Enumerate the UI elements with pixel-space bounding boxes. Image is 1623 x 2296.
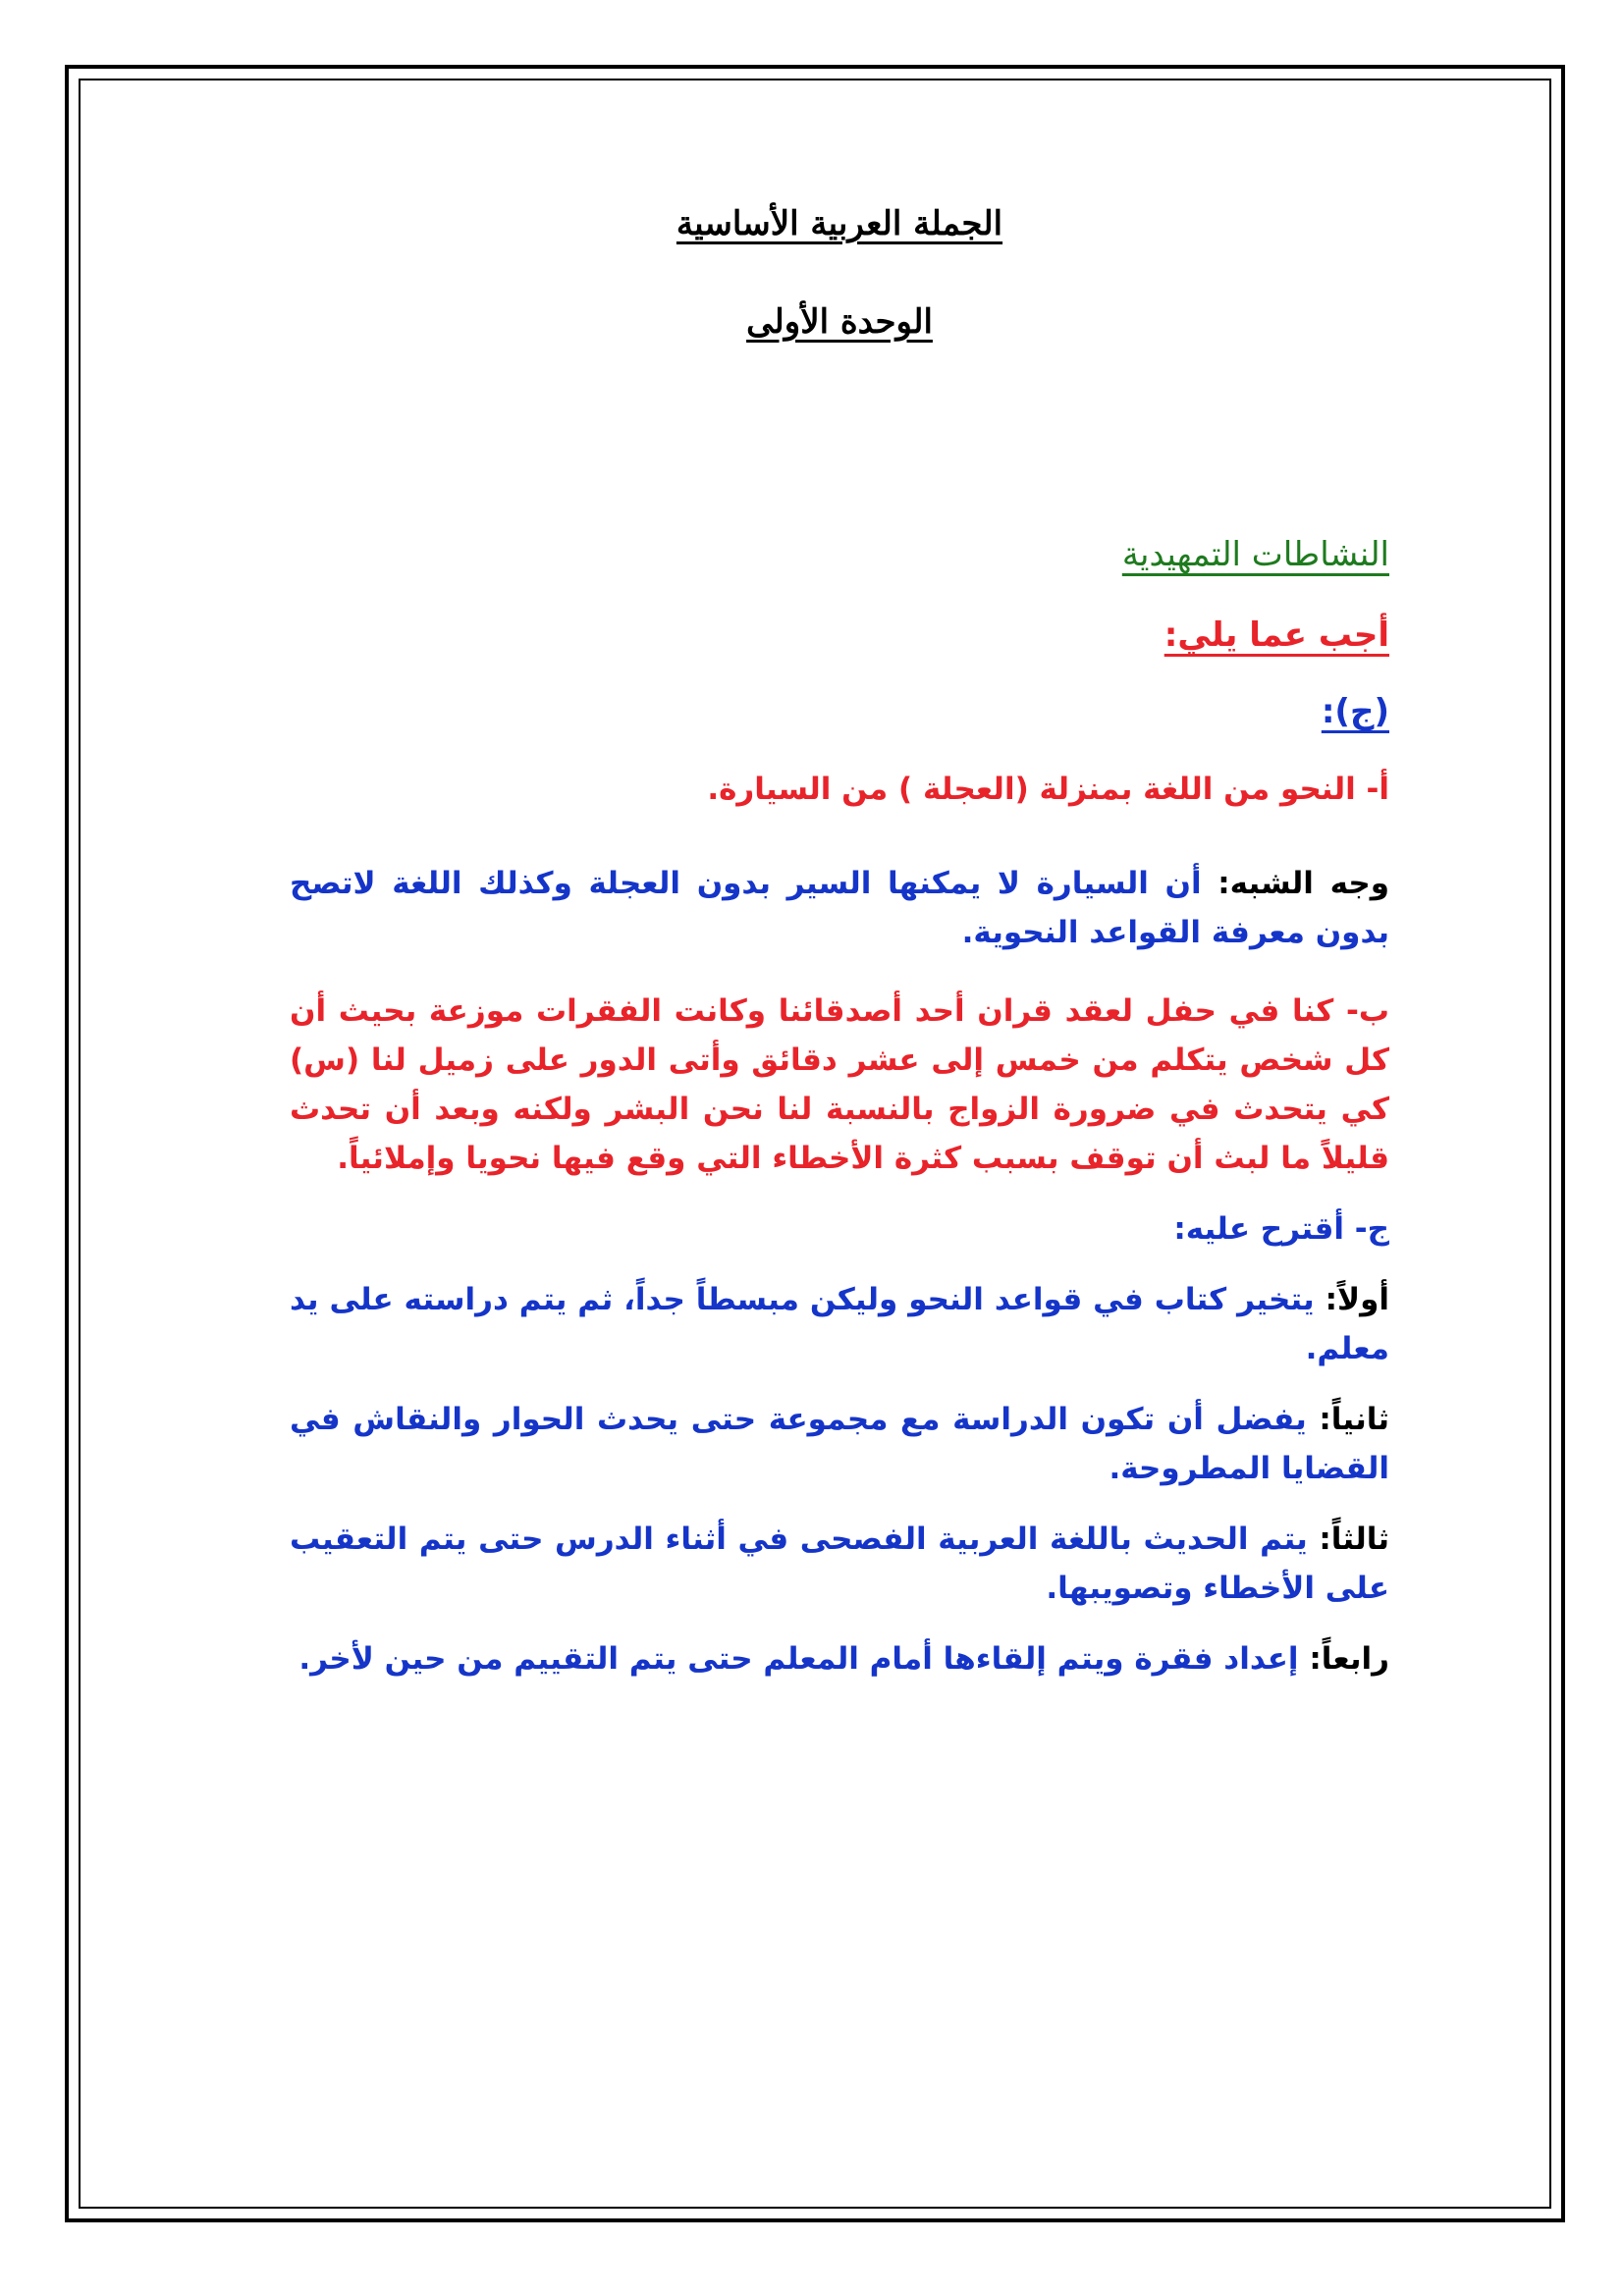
suggestion-text: إعداد فقرة ويتم إلقاءها أمام المعلم حتى يتم التقييم من حين لأخر. bbox=[298, 1641, 1299, 1677]
suggestion-text: يفضل أن تكون الدراسة مع مجموعة حتى يحدث الحوار والنقاش في القضايا المطروحة. bbox=[290, 1402, 1389, 1486]
suggestion-text: يتخير كتاب في قواعد النحو وليكن مبسطاً جداً، ثم يتم دراسته على يد معلم. bbox=[290, 1282, 1389, 1366]
unit-title: الوحدة الأولى bbox=[746, 302, 933, 342]
suggestion-1 bbox=[290, 1275, 1389, 1373]
suggestion-label: رابعاً: bbox=[1309, 1641, 1389, 1677]
suggestion-label: أولاً: bbox=[1325, 1282, 1389, 1317]
section-heading: النشاطات التمهيدية bbox=[1121, 535, 1389, 574]
suggestion-text: يتم الحديث باللغة العربية الفصحى في أثناء الدرس حتى يتم التعقيب على الأخطاء وتصويبها. bbox=[290, 1522, 1389, 1606]
suggestion-3 bbox=[290, 1515, 1389, 1613]
similarity-label: وجه الشبه: bbox=[1217, 866, 1389, 901]
item-c: ج- أقترح عليه: bbox=[1173, 1211, 1389, 1247]
similarity-paragraph bbox=[290, 859, 1389, 957]
instruction: أجب عما يلي: bbox=[1163, 615, 1389, 655]
suggestion-label: ثانياً: bbox=[1319, 1402, 1389, 1437]
item-b: ب- كنا في حفل لعقد قران أحد أصدقائنا وكانت الفقرات موزعة بحيث أن كل شخص يتكلم من خمس إلى عشر دقائق وأتى الدور على زميل لنا (س) كي يتحدث في ضرورة الزواج بالنسبة لنا نحن البشر ولكنه وبعد أن تحدث قليلاً ما لبث أن توقف بسبب كثرة الأخطاء التي وقع فيها نحويا وإملائياً. bbox=[290, 993, 1389, 1176]
document-body bbox=[290, 196, 1389, 1683]
suggestion-label: ثالثاً: bbox=[1319, 1522, 1390, 1557]
item-a: أ- النحو من اللغة بمنزلة (العجلة ) من السيارة. bbox=[707, 772, 1389, 807]
answer-marker: (ج): bbox=[1321, 692, 1389, 731]
page-title: الجملة العربية الأساسية bbox=[676, 204, 1003, 243]
similarity-text: أن السيارة لا يمكنها السير بدون العجلة وكذلك اللغة لاتصح بدون معرفة القواعد النحوية. bbox=[290, 866, 1389, 950]
suggestion-4 bbox=[290, 1634, 1389, 1683]
suggestion-2 bbox=[290, 1395, 1389, 1493]
